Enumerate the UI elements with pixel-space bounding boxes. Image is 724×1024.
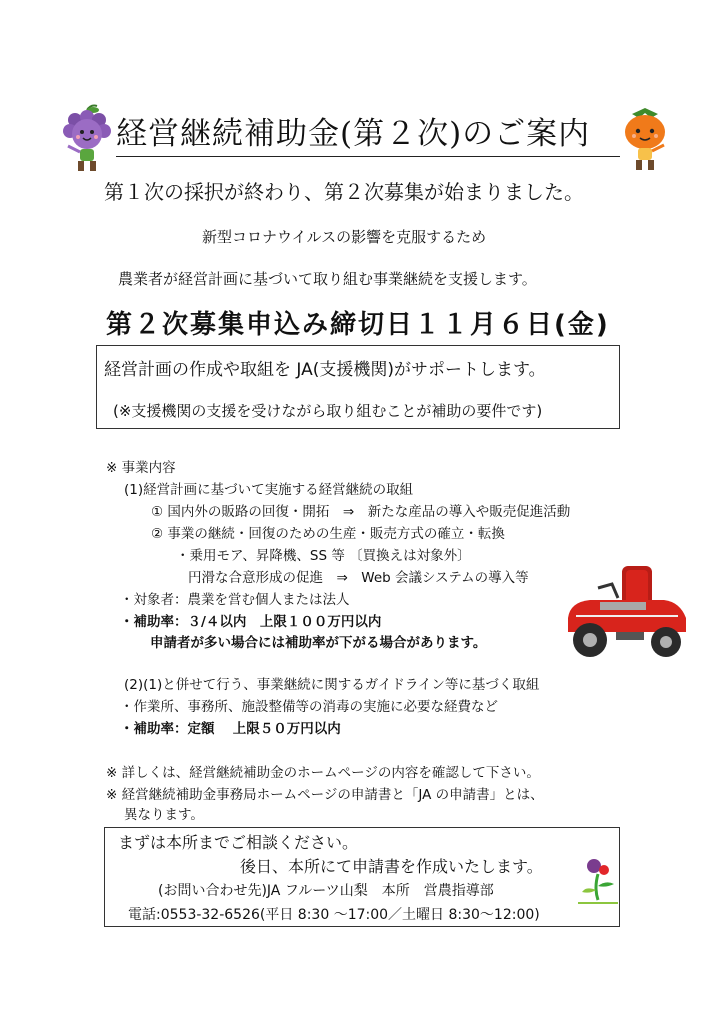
contact-inquiry: (お問い合わせ先)JA フルーツ山梨 本所 営農指導部 [158, 883, 494, 899]
details-item-1-2-b: 円滑な合意形成の促進 ⇒ Web 会議システムの導入等 [188, 570, 529, 586]
details-subsidy-note: 申請者が多い場合には補助率が下がる場合があります。 [150, 635, 487, 651]
details-subsidy-rate-2: ・補助率：定額 上限５０万円以内 [120, 721, 341, 737]
contact-box-line-1: まずは本所までご相談ください。 [118, 833, 359, 852]
contact-phone: 電話:0553-32-6526(平日 8:30 ～17:00／土曜日 8:30～12:00) [128, 907, 540, 923]
details-note-1: ※ 詳しくは、経営継続補助金のホームページの内容を確認して下さい。 [106, 765, 540, 781]
intro-line-1: 新型コロナウイルスの影響を克服するため [202, 228, 487, 246]
contact-box-line-2: 後日、本所にて申請書を作成いたします。 [240, 857, 543, 876]
details-item-1: (1)経営計画に基づいて実施する経営継続の取組 [124, 482, 414, 498]
intro-line-2: 農業者が経営計画に基づいて取り組む事業継続を支援します。 [118, 270, 537, 288]
details-item-1-2: ② 事業の継続・回復のための生産・販売方式の確立・転換 [151, 526, 505, 542]
ja-logo-icon [576, 856, 620, 908]
details-note-2-cont: 異なります。 [124, 807, 204, 823]
details-note-2: ※ 経営継続補助金事務局ホームページの申請書と「JA の申請書」とは、 [106, 787, 544, 803]
details-target: ・対象者：農業を営む個人または法人 [120, 592, 350, 608]
details-item-1-1: ① 国内外の販路の回復・開拓 ⇒ 新たな産品の導入や販売促進活動 [151, 504, 571, 520]
details-item-2: (2)(1)と併せて行う、事業継続に関するガイドライン等に基づく取組 [124, 677, 540, 693]
page-title: 経営継続補助金(第２次)のご案内 [116, 112, 620, 157]
details-subsidy-rate-1: ・補助率：３/４以内 上限１００万円以内 [120, 614, 382, 630]
deadline-heading: 第２次募集申込み締切日１１月６日(金) [106, 310, 610, 340]
details-item-2-expenses: ・作業所、事務所、施設整備等の消毒の実施に必要な経費など [120, 699, 498, 715]
persimmon-mascot-icon [618, 104, 672, 176]
support-box-line-1: 経営計画の作成や取組を JA(支援機関)がサポートします。 [104, 360, 546, 380]
subtitle: 第１次の採択が終わり、第２次募集が始まりました。 [104, 180, 584, 204]
details-heading: ※ 事業内容 [106, 460, 176, 476]
ride-on-mower-icon [560, 560, 696, 664]
support-box-line-2: (※支援機関の支援を受けながら取り組むことが補助の要件です) [113, 402, 543, 420]
details-item-1-2-a: ・乗用モア、昇降機、SS 等 〔買換えは対象外〕 [176, 548, 471, 564]
grape-mascot-icon [60, 104, 114, 176]
